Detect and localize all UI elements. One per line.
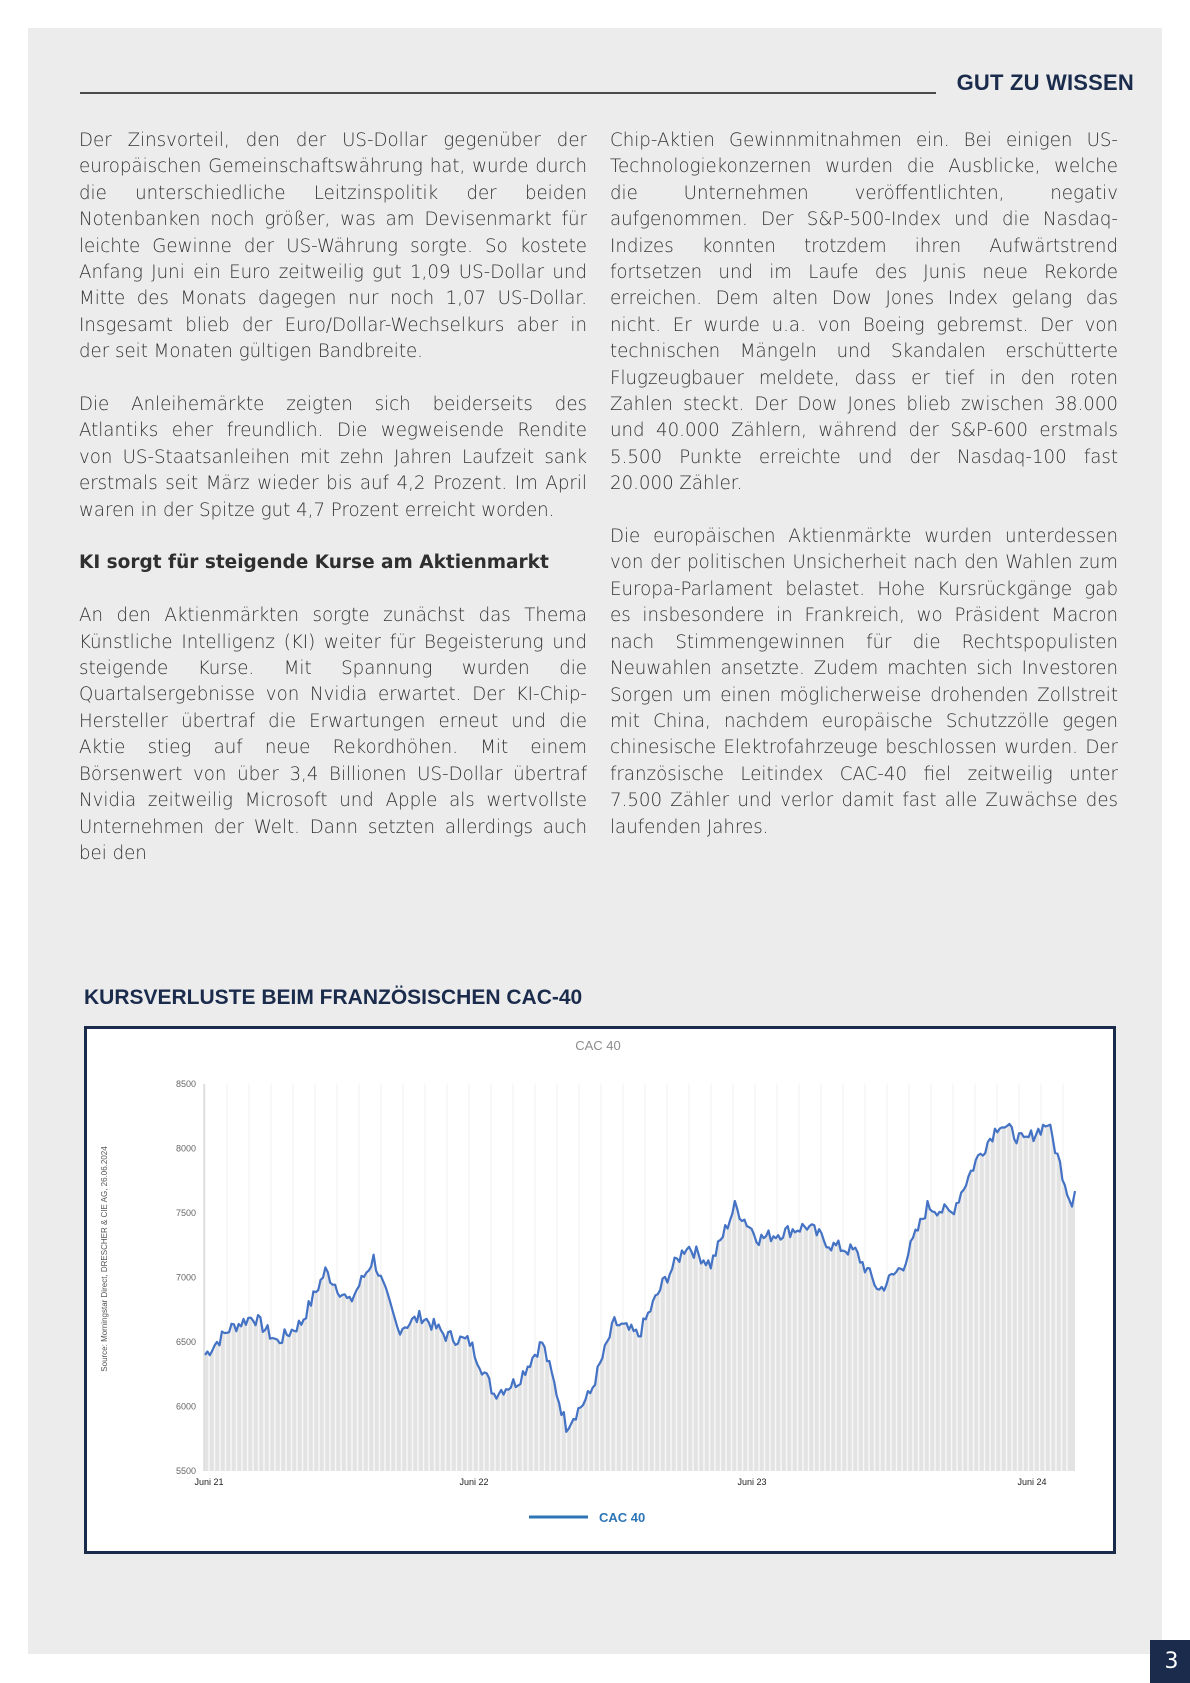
y-tick-label: 5500 [175, 1466, 196, 1476]
chart-title: CAC 40 [575, 1038, 621, 1053]
y-tick-label: 7000 [175, 1272, 196, 1283]
cac40-line-chart [87, 1029, 1113, 1551]
y-tick-label: 6000 [175, 1401, 196, 1412]
article-right-column [610, 128, 1118, 867]
legend-label: CAC 40 [599, 1510, 646, 1525]
x-axis-ticks [194, 1477, 1046, 1487]
y-tick-label: 6500 [175, 1337, 196, 1347]
source-note: Source: Morningstar Direct, DRESCHER & CIE AG, 26.06.2024 [100, 1146, 109, 1372]
paragraph-us-indices: Chip-Aktien Gewinnmitnahmen ein. Bei einigen US-Technologiekonzernen wurden die Ausblicke, welche die Unternehmen veröffentlichten, negativ aufgenommen. Der S&P-500-Index und die Nasdaq-Indizes konnten trotzdem ihren Aufwärtstrend fortsetzen und im Laufe des Junis neue Rekorde erreichen. Dem alten Dow Jones Index gelang das nicht. Er wurde u.a. von Boeing gebremst. Der von technischen Mängeln und Skandalen erschütterte Flugzeugbauer meldete, dass er tief in den roten Zahlen steckt. Der Dow Jones blieb zwischen 38.000 und 40.000 Zählern, während der S&P-600 erstmals 5.500 Punkte erreichte und der Nasdaq-100 fast 20.000 Zähler. [610, 130, 1118, 495]
y-tick-label: 8500 [175, 1079, 196, 1089]
y-axis-ticks [176, 1079, 196, 1476]
paragraph-european-markets: Die europäischen Aktienmärkte wurden unterdessen von der politischen Unsicherheit nach den Wahlen zum Europa-Parlament belastet. Hohe Kursrückgänge gab es insbesondere in Frankreich, wo Präsident Macron nach Stimmengewinnen für die Rechtspopulisten Neuwahlen ansetzte. Zudem machten sich Investoren Sorgen um einen möglicherweise drohenden Zollstreit mit China, nachdem europäische Schutzzölle gegen chinesische Elektrofahrzeuge beschlossen wurden. Der französische Leitindex CAC-40 fiel zeitweilig unter 7.500 Zähler und verlor damit fast alle Zuwächse des laufenden Jahres. [610, 526, 1118, 838]
x-tick-label: Juni 21 [194, 1477, 224, 1487]
paragraph-exchange-rate: Der Zinsvorteil, den der US-Dollar gegenüber der europäischen Gemeinschaftswährung hat, wurde durch die unterschiedliche Leitzinspolitik der beiden Notenbanken noch größer, was am Devisenmarkt für leichte Gewinne der US-Währung sorgte. So kostete Anfang Juni ein Euro zeitweilig gut 1,09 US-Dollar und Mitte des Monats dagegen nur noch 1,07 US-Dollar. Insgesamt blieb der Euro/Dollar-Wechselkurs aber in der seit Monaten gültigen Bandbreite. [79, 130, 587, 363]
paragraph-stock-markets: An den Aktienmärkten sorgte zunächst das Thema Künstliche Intelligenz (KI) weiter für Begeisterung und steigende Kurse. Mit Spannung wurden die Quartalsergebnisse von Nvidia erwartet. Der KI-Chip-Hersteller übertraf die Erwartungen erneut und die Aktie stieg auf neue Rekordhöhen. Mit einem Börsenwert von über 3,4 Billionen US-Dollar übertraf Nvidia zeitweilig Microsoft und Apple als wertvollste Unternehmen der Welt. Dann setzten allerdings auch bei den [79, 605, 587, 864]
paragraph-bond-markets: Die Anleihemärkte zeigten sich beiderseits des Atlantiks eher freundlich. Die wegweisende Rendite von US-Staatsanleihen mit zehn Jahren Laufzeit sank erstmals seit März wieder bis auf 4,2 Prozent. Im April waren in der Spitze gut 4,7 Prozent erreicht worden. [79, 394, 587, 521]
header-rule [80, 92, 936, 94]
y-tick-label: 7500 [175, 1208, 196, 1218]
x-tick-label: Juni 22 [459, 1477, 489, 1487]
figure-heading: KURSVERLUSTE BEIM FRANZÖSISCHEN CAC-40 [84, 986, 583, 1009]
x-tick-label: Juni 24 [1017, 1477, 1047, 1487]
section-label: GUT ZU WISSEN [956, 70, 1134, 95]
article-left-column [79, 128, 587, 894]
subheading-ai: KI sorgt für steigende Kurse am Aktienmarkt [79, 552, 549, 574]
page-number: 3 [1150, 1640, 1190, 1683]
chart-frame [84, 1026, 1116, 1554]
page [28, 28, 1179, 1674]
y-tick-label: 8000 [175, 1143, 196, 1154]
x-tick-label: Juni 23 [737, 1477, 767, 1487]
